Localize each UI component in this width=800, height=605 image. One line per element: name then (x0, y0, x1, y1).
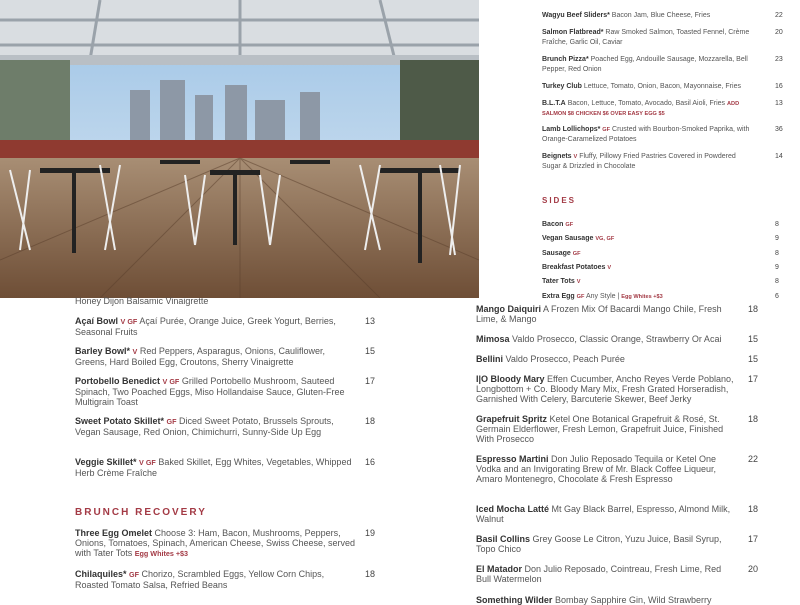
item-addon: Egg Whites +$3 (621, 294, 663, 300)
menu-item (542, 125, 783, 145)
diet-tags: V GF (162, 377, 180, 386)
menu-item (476, 504, 759, 524)
diet-tags: V GF (120, 317, 138, 326)
item-description: Any Style | (585, 293, 620, 300)
menu-item (75, 316, 376, 337)
menu-item (75, 569, 376, 590)
item-description: Choose 3: Ham, Bacon, Mushrooms, Peppers, Onions, Tomatoes, Spinach, American Cheese, Swiss Cheese, served with Tater Tots (75, 528, 355, 558)
item-price: 18 (365, 569, 376, 579)
menu-item (542, 277, 779, 287)
menu-item (542, 99, 783, 119)
item-price: 20 (775, 29, 783, 36)
item-name: Basil Collins (476, 534, 531, 544)
item-price: 23 (775, 56, 783, 63)
diet-tags: V (607, 265, 612, 271)
item-name: Bacon (542, 221, 564, 228)
item-price: 16 (775, 83, 783, 90)
item-description: Açaí Purée, Orange Juice, Greek Yogurt, Berries, Seasonal Fruits (75, 316, 336, 337)
diet-tags: VG, GF (595, 236, 615, 242)
menu-item (542, 152, 783, 172)
diet-tags: GF (565, 222, 574, 228)
item-name: Mimosa (476, 334, 510, 344)
item-description: Grey Goose Le Citron, Yuzu Juice, Basil Syrup, Topo Chico (476, 534, 722, 554)
item-price: 18 (365, 416, 376, 426)
menu-item (542, 249, 779, 259)
item-price: 18 (748, 414, 759, 424)
item-price: 9 (775, 264, 779, 271)
menu-item (476, 414, 759, 444)
item-description: Crusted with Bourbon-Smoked Paprika, with Orange-Caramelized Potatoes (542, 126, 750, 143)
item-price: 18 (748, 304, 759, 314)
item-price: 15 (365, 346, 376, 356)
menu-item (75, 457, 376, 478)
menu-item (476, 334, 759, 344)
item-name: Salmon Flatbread* (542, 29, 604, 36)
diet-tags: V (573, 154, 578, 160)
item-name: Grapefruit Spritz (476, 414, 548, 424)
item-name: Açaí Bowl (75, 316, 119, 326)
partial-description: Honey Dijon Balsamic Vinaigrette (75, 296, 209, 306)
diet-tags: GF (129, 570, 140, 579)
item-name: Breakfast Potatoes (542, 264, 606, 271)
menu-item (476, 454, 759, 484)
menu-item (542, 11, 783, 21)
menu-item (476, 304, 759, 324)
menu-item (476, 374, 759, 404)
item-name: Sausage (542, 250, 571, 257)
item-price: 13 (775, 100, 783, 107)
menu-item (476, 534, 759, 554)
item-name: Brunch Pizza* (542, 56, 589, 63)
menu-item (542, 292, 779, 302)
item-price: 18 (748, 504, 759, 514)
item-description: Diced Sweet Potato, Brussels Sprouts, Vegan Sausage, Red Onion, Chimichurri, Sunny-Side Up Egg (75, 416, 334, 437)
item-name: Iced Mocha Latté (476, 504, 550, 514)
item-description: Chorizo, Scrambled Eggs, Yellow Corn Chips, Roasted Tomato Salsa, Refried Beans (75, 569, 325, 590)
item-price: 17 (748, 534, 759, 544)
item-price: 19 (365, 528, 376, 538)
item-description: Poached Egg, Andouille Sausage, Mozzarella, Bell Pepper, Red Onion (542, 56, 748, 73)
item-description: Raw Smoked Salmon, Toasted Fennel, Crème Fraîche, Garlic Oil, Caviar (542, 29, 750, 46)
diet-tags: V GF (139, 458, 156, 467)
item-name: Mango Daiquiri (476, 304, 541, 314)
menu-item (542, 263, 779, 273)
item-price: 22 (775, 12, 783, 19)
menu-item (476, 354, 759, 364)
menu-item (542, 82, 783, 92)
item-name: Barley Bowl* (75, 346, 131, 356)
diet-tags: GF (576, 294, 585, 300)
item-name: Espresso Martini (476, 454, 549, 464)
diet-tags: GF (602, 127, 611, 133)
menu-item (476, 564, 759, 584)
item-name: Tater Tots (542, 278, 575, 285)
item-name: Vegan Sausage (542, 235, 594, 242)
item-price: 8 (775, 278, 779, 285)
item-name: Turkey Club (542, 83, 582, 90)
item-description: Valdo Prosecco, Classic Orange, Strawberry Or Acai (512, 334, 722, 344)
item-price: 17 (365, 376, 376, 386)
menu-item (476, 595, 738, 605)
rooftop-patio-photo (0, 0, 479, 298)
item-description: Fluffy, Pillowy Fried Pastries Covered in Powdered Sugar & Drizzled in Chocolate (542, 153, 736, 170)
menu-item (75, 528, 376, 559)
section-heading-brunch-recovery: BRUNCH RECOVERY (75, 507, 207, 518)
item-name: Lamb Lollichops* (542, 126, 601, 133)
menu-item (542, 55, 783, 75)
diet-tags: GF (166, 417, 177, 426)
item-description: Lettuce, Tomato, Onion, Bacon, Mayonnaise, Fries (583, 83, 741, 90)
item-price: 9 (775, 235, 779, 242)
item-description: Effen Cucumber, Ancho Reyes Verde Poblano, Longbottom + Co. Bloody Mary Mix, Fresh Grated Horseradish, Garnished With Celery, Barcuterie Skewer, Beef Jerky (476, 374, 734, 404)
item-price: 36 (775, 126, 783, 133)
item-description: Valdo Prosecco, Peach Purée (505, 354, 625, 364)
item-description: Baked Skillet, Egg Whites, Vegetables, Whipped Herb Crème Fraîche (75, 457, 352, 478)
item-description: Ketel One Botanical Grapefruit & Rosé, St. Germain Elderflower, Fresh Lemon, Grapefruit Juice, Finished With Prosecco (476, 414, 724, 444)
item-description: Don Julio Reposado Tequila or Ketel One Vodka and an Invigorating Brew of Mr. Black Coffee Liqueur, Amaro Montenegro, Chocolate & Fresh Espresso (476, 454, 716, 484)
menu-item (542, 234, 779, 244)
item-description: Bacon, Lettuce, Tomato, Avocado, Basil Aioli, Fries (567, 100, 726, 107)
item-name: Three Egg Omelet (75, 528, 153, 538)
item-name: Extra Egg (542, 293, 575, 300)
menu-item (542, 28, 783, 48)
item-name: Veggie Skillet* (75, 457, 137, 467)
item-description: Mt Gay Black Barrel, Espresso, Almond Milk, Walnut (476, 504, 731, 524)
item-price: 8 (775, 221, 779, 228)
item-name: Sweet Potato Skillet* (75, 416, 165, 426)
item-price: 16 (365, 457, 376, 467)
diet-tags: V (576, 279, 581, 285)
item-description: A Frozen Mix Of Bacardi Mango Chile, Fresh Lime, & Mango (476, 304, 722, 324)
item-price: 6 (775, 293, 779, 300)
item-description: Don Julio Reposado, Cointreau, Fresh Lime, Red Bull Watermelon (476, 564, 722, 584)
item-price: 8 (775, 250, 779, 257)
item-name: Chilaquiles* (75, 569, 127, 579)
item-name: Wagyu Beef Sliders* (542, 12, 610, 19)
item-price: 13 (365, 316, 376, 326)
menu-item (75, 346, 376, 367)
item-description: Red Peppers, Asparagus, Onions, Cauliflower, Greens, Hard Boiled Egg, Croutons, Sherry Vinaigrette (75, 346, 325, 367)
section-heading-sides: SIDES (542, 196, 577, 205)
item-price: 15 (748, 334, 759, 344)
item-price: 20 (748, 564, 759, 574)
item-name: B.L.T.A (542, 100, 566, 107)
item-price: 17 (748, 374, 759, 384)
item-price: 14 (775, 153, 783, 160)
diet-tags: V (132, 347, 138, 356)
item-description: Bacon Jam, Blue Cheese, Fries (611, 12, 711, 19)
item-name: Something Wilder (476, 595, 553, 605)
item-price: 22 (748, 454, 759, 464)
menu-item (75, 376, 376, 407)
diet-tags: GF (572, 251, 581, 257)
item-name: Beignets (542, 153, 572, 160)
item-name: I|O Bloody Mary (476, 374, 545, 384)
menu-item (542, 220, 779, 230)
item-name: El Matador (476, 564, 523, 574)
item-name: Bellini (476, 354, 504, 364)
item-addon: ADD SALMON $8 CHICKEN $6 OVER EASY EGG $5 (542, 101, 740, 117)
item-description: Bombay Sapphire Gin, Wild Strawberry (554, 595, 712, 605)
item-price: 15 (748, 354, 759, 364)
item-name: Portobello Benedict (75, 376, 161, 386)
item-description: Grilled Portobello Mushroom, Sauteed Spinach, Two Poached Eggs, Miso Hollandaise Sauce, Gluten-Free Multigrain Toast (75, 376, 345, 407)
menu-item (75, 416, 376, 437)
item-addon: Egg Whites +$3 (134, 549, 189, 558)
